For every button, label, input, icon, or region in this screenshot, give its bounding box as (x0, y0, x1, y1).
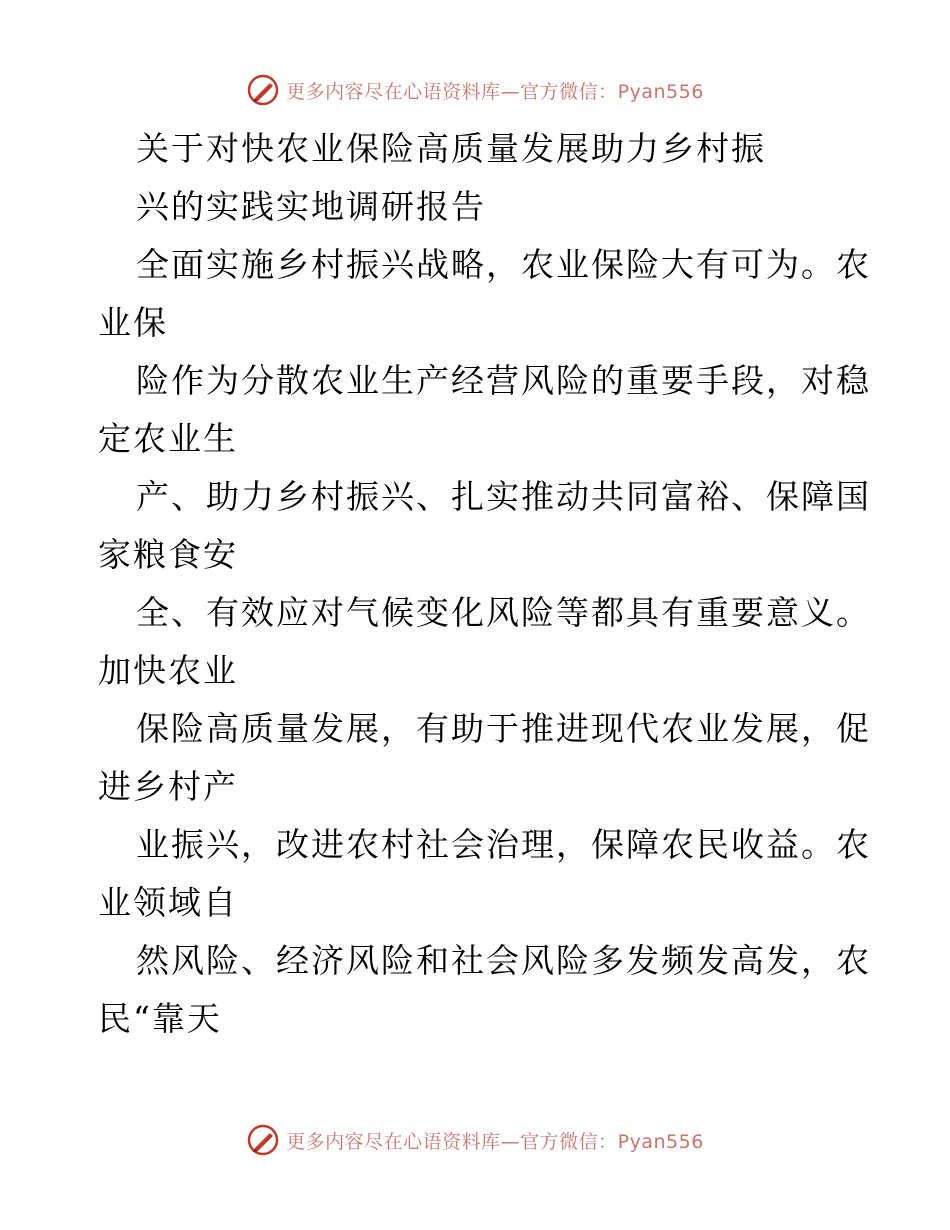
text-line: 险作为分散农业生产经营风险的重要手段，对稳 (136, 361, 871, 400)
text-line: 全、有效应对气候变化风险等都具有重要意义。 (136, 593, 871, 632)
text-line: 产、助力乡村振兴、扎实推动共同富裕、保障国 (136, 477, 871, 516)
footer-watermark (0, 1120, 950, 1160)
text-line: 业保 (98, 303, 168, 342)
text-line: 然风险、经济风险和社会风险多发频发高发，农 (136, 941, 871, 980)
text-line: 民“靠天 (98, 999, 222, 1038)
text-line: 业振兴，改进农村社会治理，保障农民收益。农 (136, 825, 871, 864)
pen-logo-icon (246, 1123, 280, 1157)
text-line: 定农业生 (98, 419, 238, 458)
text-line: 家粮食安 (98, 535, 238, 574)
text-line: 进乡村产 (98, 767, 238, 806)
text-line: 关于对快农业保险高质量发展助力乡村振 (136, 129, 766, 168)
pen-logo-icon (246, 73, 280, 107)
watermark-text: 更多内容尽在心语资料库—官方微信：Pyan556 (286, 80, 704, 103)
document-body (98, 120, 898, 1048)
text-line: 加快农业 (98, 651, 238, 690)
text-line: 全面实施乡村振兴战略，农业保险大有可为。农 (136, 245, 871, 284)
header-watermark (0, 70, 950, 110)
text-line: 保险高质量发展，有助于推进现代农业发展，促 (136, 709, 871, 748)
watermark-text: 更多内容尽在心语资料库—官方微信：Pyan556 (286, 1130, 704, 1153)
text-line: 业领域自 (98, 883, 238, 922)
text-line: 兴的实践实地调研报告 (136, 187, 486, 226)
